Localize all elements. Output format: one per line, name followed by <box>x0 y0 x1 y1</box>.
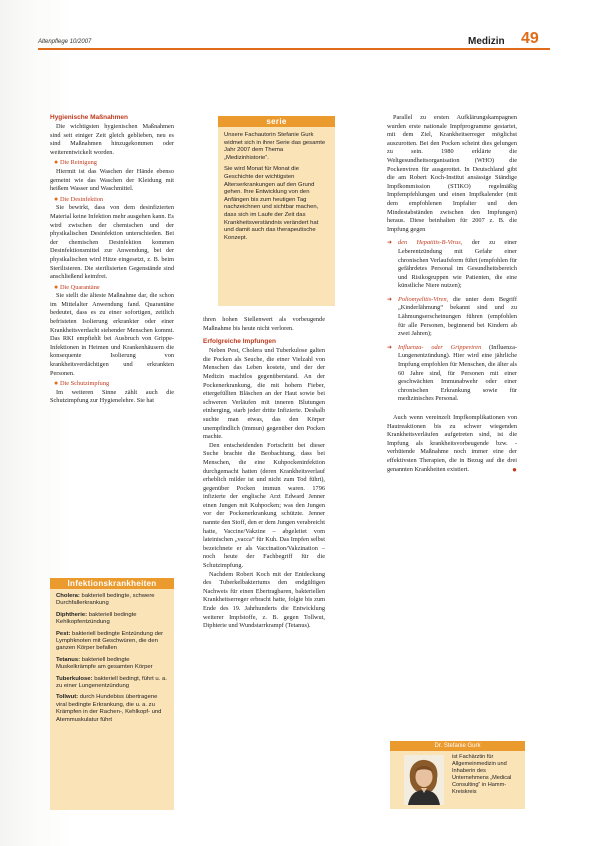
paragraph-reinigung: Hiermit ist das Waschen der Hände ebenso gemeint wie das Waschen der Kleidung mit heißem Wasser und Waschmittel. <box>50 167 174 193</box>
paragraph-koch: Nachdem Robert Koch mit der Entdeckung des Tuberkelbakteriums den endgültigen Nachweis für einen Ebertragbaren, bakteriellen Krankheitserreger erbracht hatte, folgte bis zum Ende des 19. Jahrhunderts die Entwicklung weiterer Impfstoffe, z. B. gegen Tollwut, Diphterie und Wundstarrkrampf (Tetanus). <box>203 570 325 630</box>
glossary-entry: Cholera: bakteriell bedingte, schwere Durchfallerkrankung <box>56 593 155 607</box>
arrow-icon: ➜ <box>387 239 393 247</box>
serie-box-text: Sie wird Monat für Monat die Geschichte der wichtigsten Alterserkrankungen auf den Grund gehen. Ihre Entwicklung von den Anfängen bis zum heutigen Tag nachzeichnen und sichtbar machen, dass sich im Laufe der Zeit das Krankheitsverständnis verändert hat und damit auch das therapeutische Konzept. <box>224 166 319 241</box>
serie-box <box>218 116 335 306</box>
bullet-icon: ● <box>54 194 60 203</box>
end-mark-icon: ● <box>512 464 517 474</box>
author-photo <box>404 755 444 805</box>
paragraph-intro: Die wichtigsten hygienischen Maßnahmen sind seit einiger Zeit gleich geblieben, neu es sind Maßnahmen hinzugekommen oder weiterentwickelt worden. <box>50 123 174 156</box>
journal-issue: Altenpflege 10/2007 <box>38 39 92 45</box>
portrait-icon <box>404 755 444 805</box>
column-2 <box>203 316 325 631</box>
author-box <box>390 741 525 809</box>
bullet-icon: ● <box>54 158 60 167</box>
glossary-entry: Diphtherie: bakteriell bedingte Kehlkopfentzündung <box>56 611 137 626</box>
serie-box-text: Unsere Fachautorin Stefanie Gurk widmet sich in ihrer Serie das gesamte Jahr 2007 dem Thema „Medizinhistorie“. <box>224 132 326 161</box>
serie-box-title: serie <box>218 116 335 127</box>
paragraph-impfprogramme: Parallel zu ersten Aufklärungskampagnen wurden erste nationale Impfprogramme gestartet, mit dem Ziel, Krankheitserreger möglichst auszurotten. Bei den Pocken scheint dies gelungen zu sein. 1980 erklärte die Weltgesundheitsorganisation (WHO) die Pockenviren für ausgerottet. In Deutschland gibt die am Robert Koch-Institut ansässige Ständige Impfkommission (STIKO) regelmäßig Impfempfehlungen und einen Impfkalender (mit dem empfohlenen Impfalter und den Mindestabständen zwischen den Impfungen) heraus. Diese beinhalten für 2007 z. B. die Impfung gegen <box>387 114 517 233</box>
column-1 <box>50 114 174 406</box>
infektionskrankheiten-box <box>50 578 174 810</box>
glossary-entry: Tetanus: bakteriell bedingte Muskelkrämpfe am gesamten Körper <box>56 656 153 671</box>
list-item: ➜ Poliomyelitis-Viren, die unter dem Begriff „Kinderlähmung“ bekannt sind und zu Lähmungserscheinungen führen (empfohlen für alle Personen, beginnend bei Kindern ab zwei Jahren); <box>387 295 518 338</box>
bullet-icon: ● <box>54 379 60 388</box>
list-item: ➜ den Hepatitis-B-Virus, der zu einer Leberentzündung mit Gefahr einer chronischen Verlaufsform führt (empfohlen für gefährdetes Personal im Gesundheitsbereich und Risikogruppen wie Patienten, die eine künstliche Niere nutzen); <box>387 239 518 290</box>
infek-box-title: Infektionskrankheiten <box>50 578 174 589</box>
subheading-reinigung: ● Die Reinigung <box>54 158 97 167</box>
arrow-icon: ➜ <box>387 295 393 303</box>
section-title: Medizin <box>468 36 505 47</box>
arrow-icon: ➜ <box>387 343 393 351</box>
page-number: 49 <box>521 30 539 47</box>
header-rule <box>38 48 550 50</box>
subheading-schutzimpfung: ● Die Schutzimpfung <box>54 379 110 388</box>
heading-impfungen: Erfolgreiche Impfungen <box>203 338 276 346</box>
bullet-icon: ● <box>54 282 60 291</box>
glossary-entry: Tuberkulose: bakteriell bedingt, führt u. a. zu einer Lungenentzündung <box>56 675 167 690</box>
list-item: ➜ Influenza- oder Grippeviren (Influenza-Lungenentzündung). Hier wird eine jährliche Impfung empfohlen für Menschen, die älter als 60 Jahre sind, für Personen mit einer geschwächten Immunabwehr oder einer chronischen Erkrankung sowie für medizinisches Personal. <box>387 343 517 403</box>
paragraph-quarantaene: Sie stellt die älteste Maßnahme dar, die schon im Mittelalter Anwendung fand. Quarantäne bedeutet, dass es zu einer sofortigen, zeitlich befristeten Isolierung erkrankter oder einer Krankheitsverdacht stehender Menschen kommt. Das RKI empfiehlt bei Ausbruch von Grippe-Infektionen in Heimen und Krankenhäusern die konsequente Isolierung von krankheitsverdächtigen und erkrankten Personen. <box>50 292 174 377</box>
paragraph-pocken: Neben Pest, Cholera und Tuberkulose galten die Pocken als Seuche, die einer Vielzahl von Menschen das Leben kostete, und der der Medizin machtlos gegenüberstand. An der Pockenerkrankung, die mit hohem Fieber, eitergefüllten Bläschen an der Haut sowie bei schweren Verläufen mit inneren Blutungen einherging, starb jeder dritte Infizierte. Deshalb suchte man etwas, das den Körper unempfindlich (immun) gegenüber den Pocken machte. <box>203 347 325 441</box>
subheading-desinfektion: ● Die Desinfektion <box>54 194 104 203</box>
glossary-entry: Tollwut: durch Hundebiss übertragene viral bedingte Erkrankung, die u. a. zu Krämpfen in der Rachen-, Kehlkopf- und Atemmuskulatur führt <box>56 694 162 723</box>
paragraph-fazit: Auch wenn vereinzelt Impfkomplikationen von Hautreaktionen bis zu schwer wiegenden Krankheitsverläufen aufgetreten sind, ist die Impfung als krankheitsvorbeugende bzw. -verhütende Maßnahme noch immer eine der effektivsten Therapien, die in Bezug auf die drei genannten Krankheiten existiert. ● <box>387 414 517 474</box>
author-bio: ist Fachärztin für Allgemeinmedizin und Inhaberin des Unternehmens „Medical Consulting“ in Hamm-Kreiskreis <box>452 754 512 795</box>
column-3 <box>387 114 517 474</box>
glossary-entry: Pest: bakteriell bedingte Entzündung der Lymphknoten mit Geschwüren, die den ganzen Körper befallen <box>56 630 164 652</box>
author-name: Dr. Stefanie Gurk <box>390 741 525 751</box>
paragraph-jenner: Den entscheidenden Fortschritt bei dieser Suche brachte die Beobachtung, dass bei Menschen, die eine Kuhpockeninfektion durchgemacht hatten (deren Krankheitsverlauf erheblich milder ist und nicht zum Tod führt), gegenüber Pocken immun waren. 1796 infizierte der englische Arzt Edward Jenner einen Jungen mit Kuhpocken; was den Jungen vor der Pockenerkrankung schützte. Jenner nannte den Stoff, den er dem Jungen verabreicht hatte, Vaccine/Vakzine – abgeleitet vom lateinischen „vacca“ für Kuh. Das Impfen selbst bezeichnete er als Vaccination/Vakzination – noch heute der Fachbegriff für die Schutzimpfung. <box>203 441 325 570</box>
subheading-quarantaene: ● Die Quarantäne <box>54 282 100 291</box>
heading-hygiene: Hygienische Maßnahmen <box>50 114 129 121</box>
paragraph-schutzimpfung: Im weiteren Sinne zählt auch die Schutzimpfung zur Hygienelehre. Sie hat <box>50 388 174 405</box>
paragraph-continued: ihren hohen Stellenwert als vorbeugende Maßnahme bis heute nicht verloren. <box>203 316 325 332</box>
paragraph-desinfektion: Sie bewirkt, dass von dem desinfizierten Material keine Infektion mehr ausgehen kann. Es wird zwischen der chemischen und der physikalischen Desinfektion unterschieden. Bei der chemischen Desinfektion kommen Desinfektionsmittel zur Anwendung, bei der physikalischen wird Hitze eingesetzt, z. B. beim Sterilisieren. Die sterilisierten Gegenstände sind anschließend keimfrei. <box>50 204 174 281</box>
